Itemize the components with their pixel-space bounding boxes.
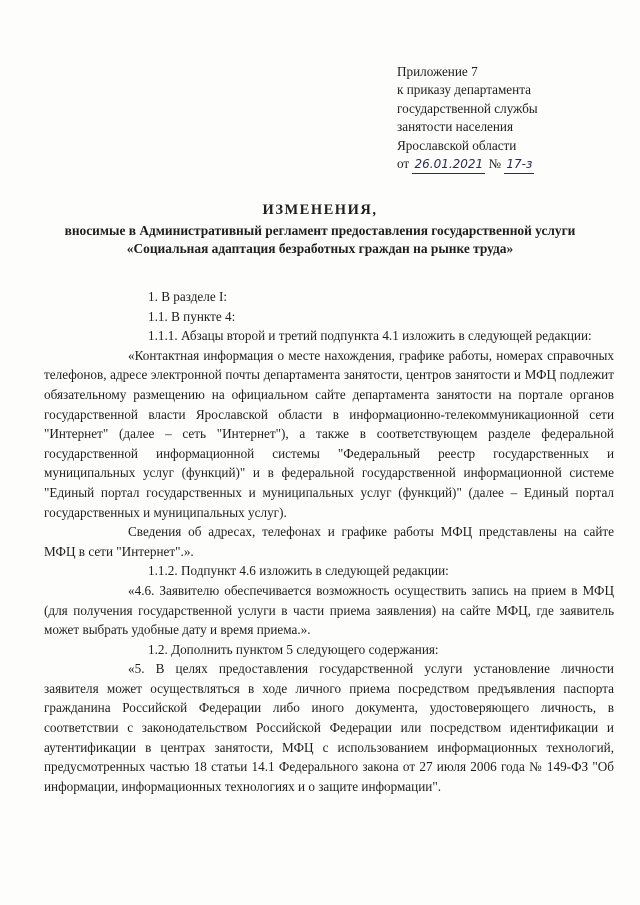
handwritten-date: 26.01.2021: [412, 155, 485, 174]
document-subtitle: вносимые в Административный регламент предоставления государственной услуги «Социальная адаптация безработных граждан на рынке труда»: [64, 223, 576, 256]
appendix-line: Ярославской области: [397, 137, 517, 153]
date-prefix: от: [397, 156, 410, 172]
handwritten-number: 17-з: [504, 155, 534, 174]
document-body: [44, 287, 614, 796]
document-title: ИЗМЕНЕНИЯ,: [262, 202, 378, 218]
appendix-block: [397, 63, 597, 174]
paragraph: «5. В целях предоставления государственной услуги установление личности заявителя может осуществляться в ходе личного приема посредством предъявления паспорта гражданина Российской Федерации либо иного документа, удостоверяющего личность, в соответствии с законодательством Российской Федерации или посредством идентификации и аутентификации в центрах занятости, МФЦ с использованием информационных технологий, предусмотренных частью 18 статьи 14.1 Федерального закона от 27 июля 2006 года № 149-ФЗ "Об информации, информационных технологиях и о защите информации".: [44, 661, 614, 794]
number-prefix: №: [488, 156, 502, 172]
appendix-date-line: [397, 155, 597, 174]
paragraph: «Контактная информация о месте нахождения, графике работы, номерах справочных телефонов, адресе электронной почты департамента занятости, центров занятости и МФЦ подлежит обязательному размещению на официальном сайте департамента занятости на портале органов государственной власти Ярославской области в информационно-телекоммуникационной сети "Интернет" (далее – сеть "Интернет"), а также в соответствующем разделе федеральной государственной информационной системы "Федеральный реестр государственных и муниципальных услуг (функций)" и в федеральной государственной информационной системе "Единый портал государственных и муниципальных услуг (функций)" (далее – Единый портал государственных и муниципальных услуг).: [44, 347, 614, 520]
appendix-line: Приложение 7: [397, 64, 478, 79]
paragraph: 1. В разделе I:: [148, 289, 228, 304]
appendix-line: государственной службы: [397, 100, 538, 116]
appendix-line: к приказу департамента: [397, 82, 531, 98]
paragraph: 1.1.2. Подпункт 4.6 изложить в следующей редакции:: [148, 563, 449, 579]
paragraph: «4.6. Заявителю обеспечивается возможность осуществить запись на прием в МФЦ (для получения государственной услуги в части приема заявления) на сайте МФЦ, где заявитель может выбрать удобные дату и время приема.».: [44, 582, 614, 638]
paragraph: 1.1. В пункте 4:: [148, 308, 236, 324]
paragraph: 1.2. Дополнить пунктом 5 следующего содержания:: [148, 641, 439, 657]
appendix-line: занятости населения: [397, 119, 514, 135]
paragraph: Сведения об адресах, телефонах и графике работы МФЦ представлены на сайте МФЦ в сети "Интернет".».: [44, 524, 614, 559]
paragraph: 1.1.1. Абзацы второй и третий подпункта 4.1 изложить в следующей редакции:: [148, 328, 592, 344]
